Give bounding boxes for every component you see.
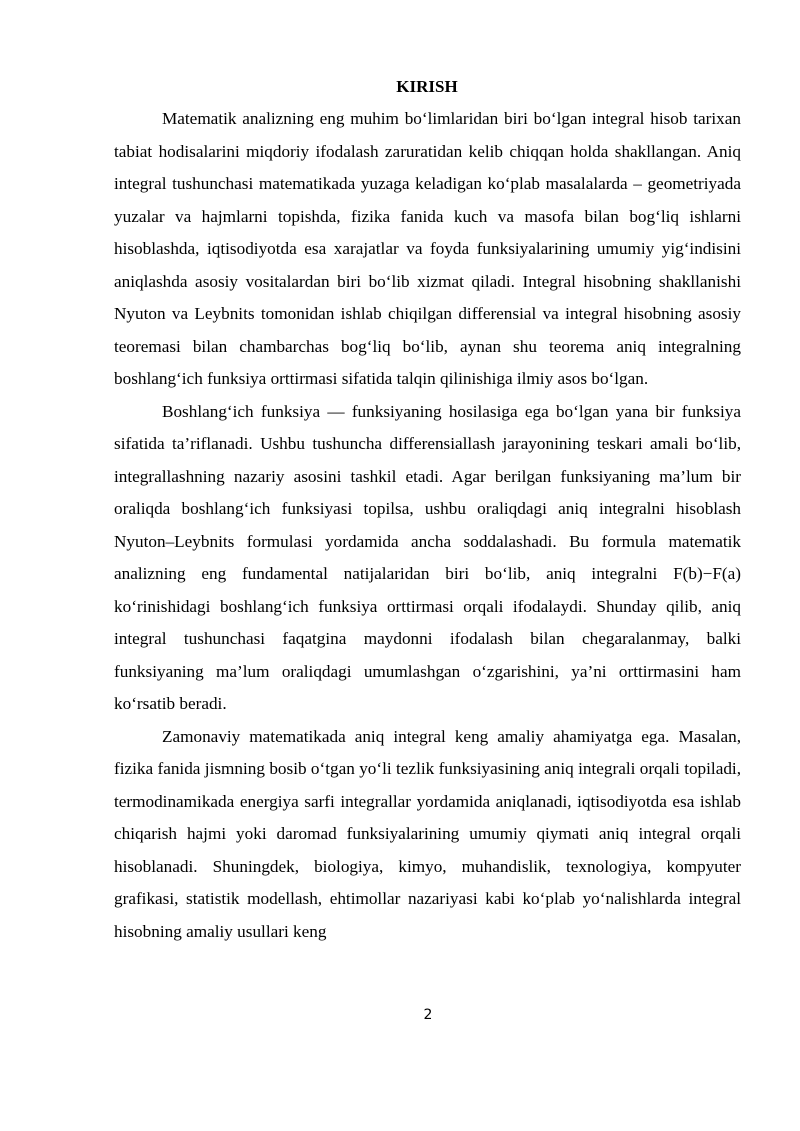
paragraph-antiderivative: Boshlang‘ich funksiya — funksiyaning hosilasiga ega bo‘lgan yana bir funksiya sifatida ta’riflanadi. Ushbu tushuncha differensiallash jarayonining teskari amali bo‘lib, integrallashning nazariy asosini tashkil etadi. Agar berilgan funksiyaning ma’lum bir oraliqda boshlang‘ich funksiyasi topilsa, ushbu oraliqdagi aniq integralni hisoblash Nyuton–Leybnits formulasi yordamida ancha soddalashadi. Bu formula matematik analizning eng fundamental natijalaridan biri bo‘lib, aniq integralni F(b)−F(a) ko‘rinishidagi boshlang‘ich funksiya orttirmasi orqali ifodalaydi. Shunday qilib, aniq integral tushunchasi faqatgina maydonni ifodalash bilan chegaralanmay, balki funksiyaning ma’lum oraliqdagi umumlashgan o‘zgarishini, ya’ni orttirmasini ham ko‘rsatib beradi.	[114, 401, 741, 713]
section-heading: KIRISH	[396, 77, 458, 96]
page-number: 2	[423, 1007, 433, 1023]
paragraph-introduction: Matematik analizning eng muhim bo‘limlaridan biri bo‘lgan integral hisob tarixan tabiat hodisalarini miqdoriy ifodalash zaruratidan kelib chiqqan holda shakllangan. Aniq integral tushunchasi matematikada yuzaga keladigan ko‘plab masalalarda – geometriyada yuzalar va hajmlarni topishda, fizika fanida kuch va masofa bilan bog‘liq ishlarni hisoblashda, iqtisodiyotda esa xarajatlar va foyda funksiyalarining umumiy yig‘indisini aniqlashda asosiy vositalardan biri bo‘lib xizmat qiladi. Integral hisobning shakllanishi Nyuton va Leybnits tomonidan ishlab chiqilgan differensial va integral hisobning asosiy teoremasi bilan chambarchas bog‘liq bo‘lib, aynan shu teorema aniq integralning boshlang‘ich funksiya orttirmasi sifatida talqin qilinishiga ilmiy asos bo‘lgan.	[114, 109, 741, 388]
body-text	[114, 103, 741, 948]
paragraph-applications: Zamonaviy matematikada aniq integral keng amaliy ahamiyatga ega. Masalan, fizika fanida jismning bosib o‘tgan yo‘li tezlik funksiyasining aniq integrali orqali topiladi, termodinamikada energiya sarfi integrallar yordamida aniqlanadi, iqtisodiyotda esa ishlab chiqarish hajmi yoki daromad funksiyalarining umumiy qiymati aniq integral orqali hisoblanadi. Shuningdek, biologiya, kimyo, muhandislik, texnologiya, kompyuter grafikasi, statistik modellash, ehtimollar nazariyasi kabi ko‘plab yo‘nalishlarda integral hisobning amaliy usullari keng	[114, 726, 741, 941]
